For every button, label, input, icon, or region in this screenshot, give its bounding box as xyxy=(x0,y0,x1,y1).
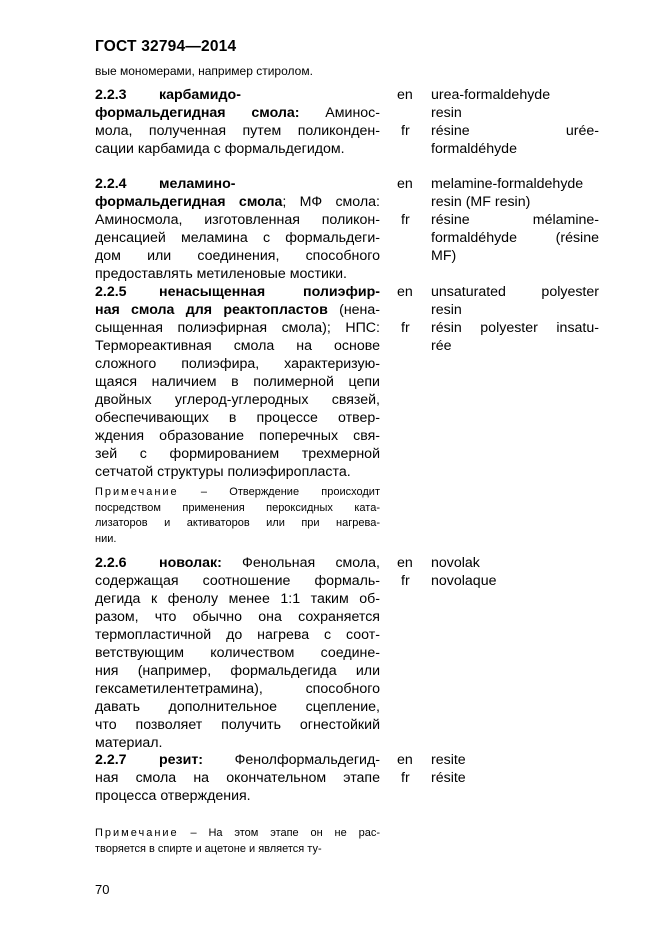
definition-text: денсацией меламина с формальдеги- xyxy=(95,230,380,246)
equivalent-line: resin (MF resin) xyxy=(431,194,531,210)
term-line xyxy=(95,247,380,265)
note-text: – На этом этапе он не рас- xyxy=(178,827,380,839)
note-line xyxy=(95,842,380,858)
term-entry xyxy=(95,554,380,752)
language-code: fr xyxy=(401,770,410,786)
definition-text: сложного полиэфира, характеризую- xyxy=(95,356,380,372)
definition-text: сации карбамида с формальдегидом. xyxy=(95,141,345,157)
definition-text: ния (например, формальдегида или xyxy=(95,663,380,679)
equivalent-line: unsaturated polyester xyxy=(431,284,599,300)
note-line xyxy=(95,532,380,548)
definition-text: дегида к фенолу менее 1:1 таким об- xyxy=(95,591,380,607)
term-entry xyxy=(95,751,380,805)
definition-text: дом или соединения, способного xyxy=(95,248,380,264)
equivalent-line: formaldéhyde (résine xyxy=(431,230,599,246)
term-line xyxy=(95,680,380,698)
equivalent-term xyxy=(431,211,599,265)
standard-header: ГОСТ 32794—2014 xyxy=(95,38,237,55)
language-code: en xyxy=(397,284,413,300)
equivalent-term xyxy=(431,319,599,355)
term-line xyxy=(95,140,380,158)
note-text: – Отверждение происходит xyxy=(178,486,380,498)
definition-text: гексаметилентетрамина), способного xyxy=(95,681,380,697)
term-name: резит: xyxy=(159,752,204,768)
language-code: en xyxy=(397,555,413,571)
note-block xyxy=(95,826,380,857)
term-line xyxy=(95,734,380,752)
language-code: en xyxy=(397,87,413,103)
note-line xyxy=(95,501,380,517)
term-line xyxy=(95,104,380,122)
equivalent-term xyxy=(431,554,599,572)
term-line xyxy=(95,229,380,247)
term-line xyxy=(95,463,380,481)
definition-text: процесса отверждения. xyxy=(95,788,251,804)
term-line xyxy=(95,409,380,427)
definition-text: ветствующим количеством соедине- xyxy=(95,645,380,661)
term-line xyxy=(95,211,380,229)
term-name: ненасыщенная полиэфир- xyxy=(159,284,380,300)
definition-text: мола, полученная путем поликонден- xyxy=(95,123,380,139)
term-line xyxy=(95,283,380,301)
definition-text: ; МФ смола: xyxy=(282,194,380,210)
note-block xyxy=(95,485,380,547)
term-line xyxy=(95,698,380,716)
definition-text: материал. xyxy=(95,735,163,751)
note-label: Примечание xyxy=(95,827,179,839)
definition-text: ждения образование поперечных свя- xyxy=(95,428,380,444)
definition-text: (нена- xyxy=(327,302,381,318)
term-entry xyxy=(95,86,380,158)
note-text: посредством применения пероксидных ката- xyxy=(95,501,380,514)
equivalent-term xyxy=(431,175,599,211)
term-line xyxy=(95,373,380,391)
equivalent-term xyxy=(431,769,599,787)
definition-text: сетчатой структуры полиэфиропласта. xyxy=(95,464,351,480)
equivalent-line: novolak xyxy=(431,555,480,571)
term-number: 2.2.6 xyxy=(95,555,127,571)
term-line xyxy=(95,572,380,590)
note-line xyxy=(95,516,380,532)
term-number: 2.2.7 xyxy=(95,752,127,768)
definition-text: сыщенная полиэфирная смола); НПС: xyxy=(95,320,380,336)
term-line xyxy=(95,751,380,769)
note-label: Примечание xyxy=(95,486,179,498)
term-line xyxy=(95,716,380,734)
language-code: fr xyxy=(401,123,410,139)
definition-text: давать дополнительное сцепление, xyxy=(95,699,380,715)
term-line xyxy=(95,787,380,805)
definition-text: Фенолформальдегид- xyxy=(203,752,380,768)
term-line xyxy=(95,662,380,680)
term-name: новолак: xyxy=(159,555,222,571)
term-line xyxy=(95,122,380,140)
term-name: формальдегидная смола xyxy=(95,194,283,210)
definition-text: предоставлять метиленовые мостики. xyxy=(95,266,347,282)
equivalent-line: resin xyxy=(431,105,462,121)
note-text: лизаторов и активаторов или при нагрева- xyxy=(95,517,380,529)
equivalent-term xyxy=(431,572,599,590)
equivalent-line: formaldéhyde xyxy=(431,141,517,157)
equivalent-line: melamine-formaldehyde xyxy=(431,176,584,192)
term-line xyxy=(95,608,380,626)
equivalent-line: MF) xyxy=(431,248,457,264)
equivalent-line: novolaque xyxy=(431,573,497,589)
definition-text: термопластичной до нагрева с соот- xyxy=(95,627,380,643)
definition-text: что позволяет получить огнестойкий xyxy=(95,717,380,733)
term-line xyxy=(95,626,380,644)
term-line xyxy=(95,427,380,445)
equivalent-line: résite xyxy=(431,770,466,786)
term-line xyxy=(95,355,380,373)
equivalent-term xyxy=(431,283,599,319)
equivalent-term xyxy=(431,122,599,158)
definition-text: разом, что обычно она сохраняется xyxy=(95,609,380,625)
term-line xyxy=(95,175,380,193)
equivalent-line: rée xyxy=(431,338,452,354)
term-line xyxy=(95,391,380,409)
language-code: fr xyxy=(401,320,410,336)
term-entry xyxy=(95,175,380,283)
definition-text: Фенольная смола, xyxy=(221,555,380,571)
definition-text: зей с формированием трехмерной xyxy=(95,446,380,462)
term-number: 2.2.5 xyxy=(95,284,127,300)
equivalent-term xyxy=(431,751,599,769)
term-line xyxy=(95,265,380,283)
language-code: fr xyxy=(401,573,410,589)
term-line xyxy=(95,319,380,337)
definition-text: обеспечивающих в процессе отвер- xyxy=(95,410,380,426)
term-name: ная смола для реактопластов xyxy=(95,302,328,318)
equivalent-line: résin polyester insatu- xyxy=(431,320,599,336)
term-number: 2.2.4 xyxy=(95,176,127,192)
term-line xyxy=(95,86,380,104)
equivalent-line: urea-formaldehyde xyxy=(431,87,551,103)
definition-text: ная смола на окончательном этапе xyxy=(95,770,380,786)
equivalent-line: résine mélamine- xyxy=(431,212,599,228)
definition-text: Термореактивная смола на основе xyxy=(95,338,380,354)
term-line xyxy=(95,590,380,608)
equivalent-line: resin xyxy=(431,302,462,318)
term-line xyxy=(95,445,380,463)
definition-text: двойных углерод-углеродных связей, xyxy=(95,392,380,408)
note-line xyxy=(95,826,380,842)
equivalent-line: resite xyxy=(431,752,466,768)
term-name: карбамидо- xyxy=(159,87,241,103)
equivalent-term xyxy=(431,86,599,122)
term-line xyxy=(95,193,380,211)
equivalent-line: résine urée- xyxy=(431,123,599,139)
term-name: меламино- xyxy=(159,176,236,192)
term-line xyxy=(95,554,380,572)
term-line xyxy=(95,644,380,662)
term-name: формальдегидная смола: xyxy=(95,105,300,121)
note-line xyxy=(95,485,380,501)
definition-text: содержащая соотношение формаль- xyxy=(95,573,380,589)
continuation-text: вые мономерами, например стиролом. xyxy=(95,64,313,78)
language-code: en xyxy=(397,176,413,192)
page-number: 70 xyxy=(95,882,110,897)
definition-text: щаяся наличием в полимерной цепи xyxy=(95,374,380,390)
definition-text: Аминосмола, изготовленная поликон- xyxy=(95,212,380,228)
term-line xyxy=(95,769,380,787)
term-number: 2.2.3 xyxy=(95,87,127,103)
definition-text: Аминос- xyxy=(299,105,380,121)
note-text: нии. xyxy=(95,532,117,545)
term-line xyxy=(95,301,380,319)
language-code: en xyxy=(397,752,413,768)
note-text: творяется в спирте и ацетоне и является ту- xyxy=(95,842,322,855)
term-entry xyxy=(95,283,380,481)
language-code: fr xyxy=(401,212,410,228)
term-line xyxy=(95,337,380,355)
